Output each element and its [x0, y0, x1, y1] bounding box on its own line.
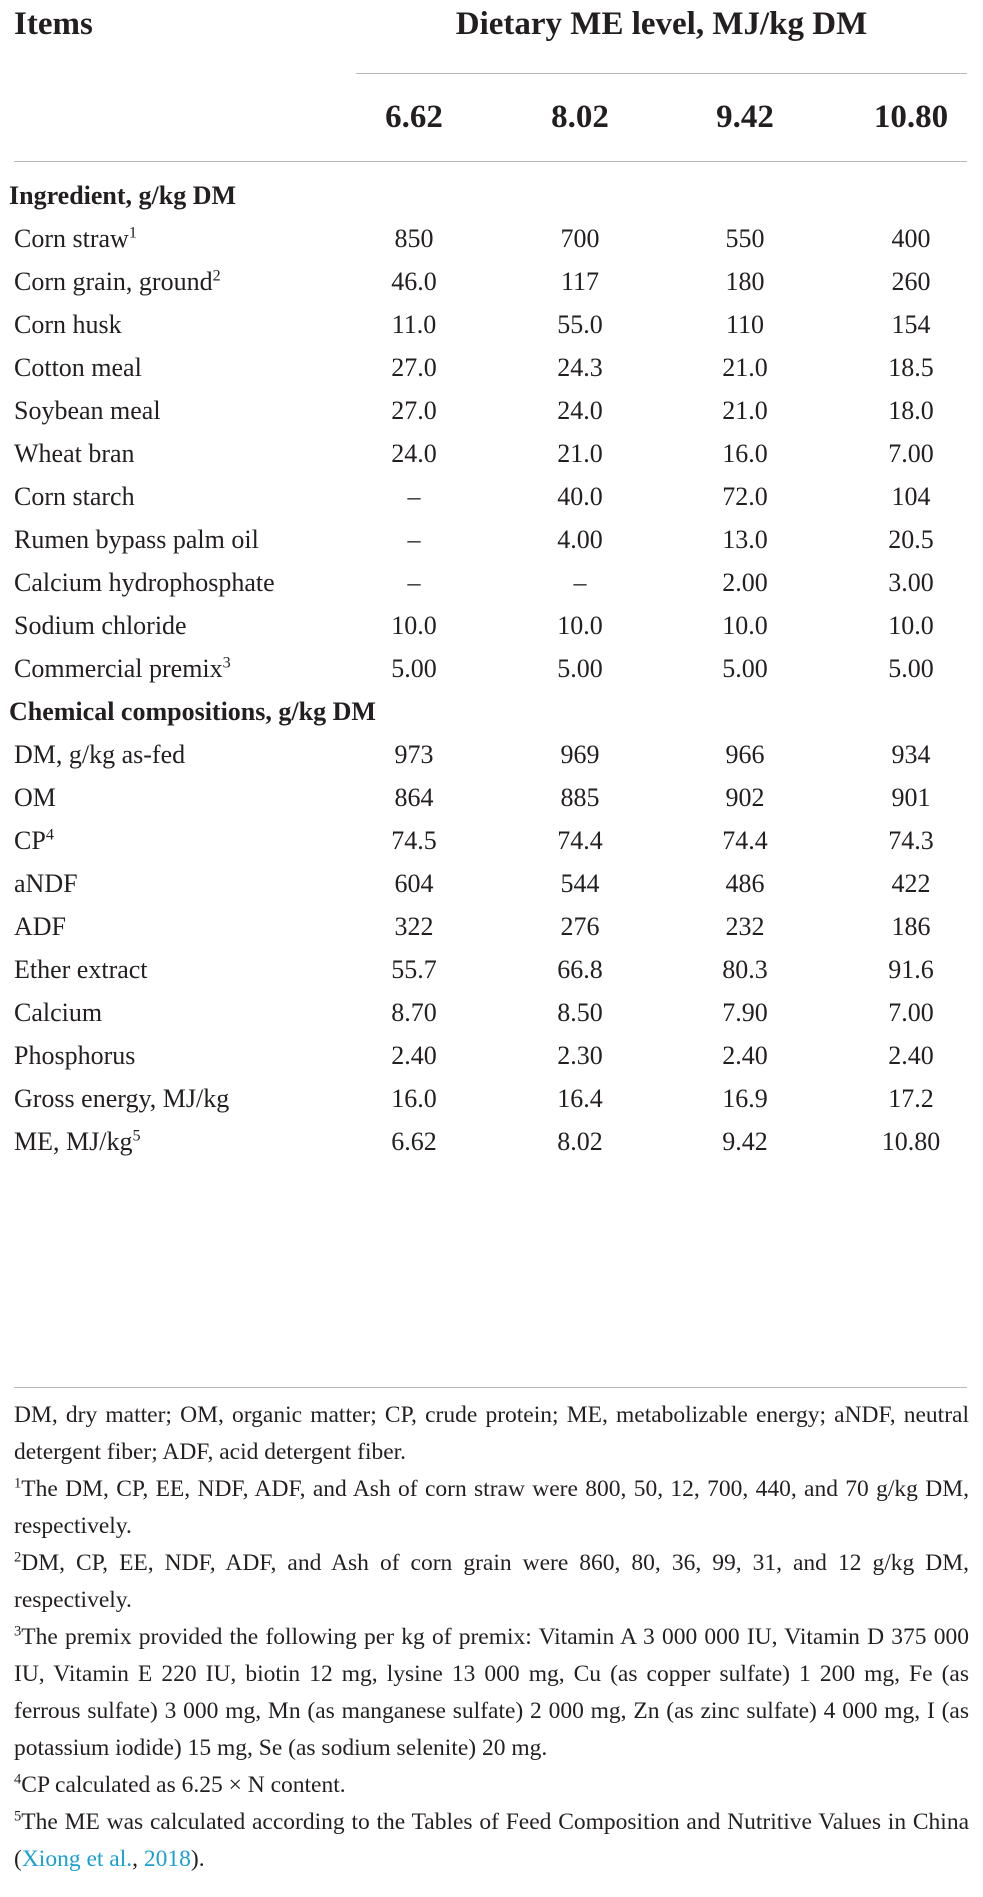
table-cell: 969 — [560, 740, 600, 769]
footnote-5 — [14, 1804, 969, 1878]
table-cell: 80.3 — [722, 955, 768, 984]
row-label-text: Cotton meal — [14, 353, 142, 382]
row-label-text: Ether extract — [14, 955, 148, 984]
table-cell: 91.6 — [888, 955, 934, 984]
table-cell: 6.62 — [391, 1127, 437, 1156]
table-cell: 885 — [560, 783, 600, 812]
table-cell: 5.00 — [722, 654, 768, 683]
table-cell: 11.0 — [391, 310, 437, 339]
table-cell: 18.0 — [888, 396, 934, 425]
table-cell: 700 — [560, 224, 600, 253]
table-cell: 10.0 — [557, 611, 603, 640]
table-cell: 4.00 — [557, 525, 603, 554]
table-cell: 934 — [891, 740, 931, 769]
footnote-text: The premix provided the following per kg of premix: Vitamin A 3 000 000 IU, Vitamin D 375 000 IU, Vitamin E 220 IU, biotin 12 mg, lysine 13 000 mg, Cu (as copper sulfate) 1 200 mg, Fe (as ferrous sulfate) 3 000 mg, Mn (as manganese sulfate) 2 000 mg, Zn (as zinc sulfate) 4 000 mg, I (as potassium iodide) 15 mg, Se (as sodium selenite) 20 mg. — [14, 1624, 969, 1761]
row-label-text: Calcium — [14, 998, 103, 1027]
footnote-3 — [14, 1619, 969, 1767]
table-cell: 180 — [725, 267, 765, 296]
level-header-4: 10.80 — [873, 99, 949, 135]
citation-year-link[interactable]: 2018 — [143, 1846, 191, 1872]
footnote-abbreviations: DM, dry matter; OM, organic matter; CP, crude protein; ME, metabolizable energy; aNDF, neutral detergent fiber; ADF, acid detergent fiber. — [14, 1402, 969, 1465]
table-cell: 8.02 — [557, 1127, 603, 1156]
table-cell: 72.0 — [722, 482, 768, 511]
table-cell: 8.70 — [391, 998, 437, 1027]
table-cell: 55.0 — [557, 310, 603, 339]
table-cell: 2.30 — [557, 1041, 603, 1070]
row-label-text: Wheat bran — [14, 439, 135, 468]
table-cell: 864 — [394, 783, 434, 812]
table-cell: 24.0 — [391, 439, 437, 468]
table-cell: – — [573, 568, 587, 597]
table-cell: 9.42 — [722, 1127, 768, 1156]
table-cell: 24.3 — [557, 353, 603, 382]
table-cell: 74.4 — [722, 826, 768, 855]
table-cell: 2.40 — [888, 1041, 934, 1070]
row-label-text: Gross energy, MJ/kg — [14, 1084, 230, 1113]
level-header-2: 8.02 — [551, 99, 609, 135]
table-cell: 5.00 — [557, 654, 603, 683]
footnote-text: DM, CP, EE, NDF, ADF, and Ash of corn grain were 860, 80, 36, 99, 31, and 12 g/kg DM, respectively. — [14, 1550, 969, 1613]
section-title: Ingredient, g/kg DM — [9, 181, 237, 210]
table-cell: 850 — [394, 224, 434, 253]
items-column-header: Items — [14, 6, 93, 42]
table-cell: 18.5 — [888, 353, 934, 382]
table-cell: 74.5 — [391, 826, 437, 855]
table-row — [0, 1116, 983, 1168]
table-cell: 21.0 — [722, 396, 768, 425]
table-cell: 110 — [725, 310, 765, 339]
footnote-mark: 2 — [14, 1549, 22, 1566]
footnote-mark: 3 — [14, 1623, 22, 1640]
row-label-text: Rumen bypass palm oil — [14, 525, 259, 554]
table-cell: 21.0 — [557, 439, 603, 468]
footnote-mark: 4 — [45, 826, 54, 844]
row-label-text: CP — [14, 826, 46, 855]
table-cell: 7.90 — [722, 998, 768, 1027]
table-cell: 104 — [891, 482, 931, 511]
citation-author-link[interactable]: Xiong et al. — [21, 1846, 133, 1872]
table-cell: – — [407, 482, 421, 511]
row-label-text: ME, MJ/kg — [14, 1127, 133, 1156]
row-label-text: Corn husk — [14, 310, 122, 339]
row-label-text: Sodium chloride — [14, 611, 187, 640]
table-cell: 74.4 — [557, 826, 603, 855]
table-cell: 260 — [891, 267, 931, 296]
dietary-me-level-header: Dietary ME level, MJ/kg DM — [455, 6, 868, 42]
table-cell: 10.0 — [888, 611, 934, 640]
row-label-text: Phosphorus — [14, 1041, 136, 1070]
section-title: Chemical compositions, g/kg DM — [9, 697, 376, 726]
table-cell: 5.00 — [888, 654, 934, 683]
table-cell: 400 — [891, 224, 931, 253]
table-cell: 46.0 — [391, 267, 437, 296]
table-cell: 5.00 — [391, 654, 437, 683]
row-label-text: Calcium hydrophosphate — [14, 568, 275, 597]
table-cell: 322 — [394, 912, 434, 941]
table-cell: 27.0 — [391, 353, 437, 382]
table-cell: 973 — [394, 740, 434, 769]
table-cell: 55.7 — [391, 955, 437, 984]
table-cell: 2.40 — [722, 1041, 768, 1070]
row-label-text: DM, g/kg as-fed — [14, 740, 186, 769]
table-cell: 13.0 — [722, 525, 768, 554]
table-cell: 8.50 — [557, 998, 603, 1027]
table-cell: – — [407, 568, 421, 597]
table-cell: 3.00 — [888, 568, 934, 597]
table-cell: 276 — [560, 912, 600, 941]
row-label-text: Corn starch — [14, 482, 135, 511]
table-cell: 24.0 — [557, 396, 603, 425]
table-cell: 27.0 — [391, 396, 437, 425]
footnote-mark: 5 — [132, 1127, 141, 1145]
table-cell: 902 — [725, 783, 765, 812]
table-cell: 7.00 — [888, 998, 934, 1027]
table-cell: 20.5 — [888, 525, 934, 554]
table-cell: 16.0 — [391, 1084, 437, 1113]
table-cell: 74.3 — [888, 826, 934, 855]
citation-separator: , — [132, 1846, 144, 1872]
row-label-text: Commercial premix — [14, 654, 223, 683]
table-cell: 550 — [725, 224, 765, 253]
table-cell: 16.0 — [722, 439, 768, 468]
row-label-text: Soybean meal — [14, 396, 161, 425]
table-cell: 117 — [560, 267, 600, 296]
row-label-text: Corn straw — [14, 224, 129, 253]
table-cell: 10.80 — [881, 1127, 941, 1156]
header-bottom-rule — [14, 161, 967, 162]
footnote-4 — [14, 1767, 969, 1804]
table-cell: 901 — [891, 783, 931, 812]
table-cell: 2.40 — [391, 1041, 437, 1070]
level-header-1: 6.62 — [385, 99, 443, 135]
table-cell: 17.2 — [888, 1084, 934, 1113]
footnote-text-end: ). — [190, 1846, 205, 1872]
level-header-3: 9.42 — [716, 99, 774, 135]
row-label-text: aNDF — [14, 869, 78, 898]
footnote-text: CP calculated as 6.25 × N content. — [21, 1772, 346, 1798]
footnote-mark: 1 — [14, 1475, 22, 1492]
row-label-text: ADF — [14, 912, 67, 941]
table-cell: 966 — [725, 740, 765, 769]
table-cell: 10.0 — [391, 611, 437, 640]
table-footnotes — [14, 1397, 969, 1878]
table-cell: 21.0 — [722, 353, 768, 382]
row-label — [14, 1116, 141, 1168]
footnote-mark: 5 — [14, 1808, 22, 1825]
footnote-mark: 4 — [14, 1771, 22, 1788]
table-cell: 544 — [560, 869, 600, 898]
footnote-1 — [14, 1471, 969, 1545]
table-cell: 232 — [725, 912, 765, 941]
table-cell: 10.0 — [722, 611, 768, 640]
footnote-text: The DM, CP, EE, NDF, ADF, and Ash of corn straw were 800, 50, 12, 700, 440, and 70 g/kg DM, respectively. — [14, 1476, 969, 1539]
table-cell: 66.8 — [557, 955, 603, 984]
table-cell: 422 — [891, 869, 931, 898]
table-cell: 186 — [891, 912, 931, 941]
table-cell: 16.4 — [557, 1084, 603, 1113]
table-cell: 2.00 — [722, 568, 768, 597]
table-cell: – — [407, 525, 421, 554]
table-cell: 40.0 — [557, 482, 603, 511]
footnote-mark: 2 — [212, 267, 221, 285]
footnote-text: The ME was calculated according to the Tables of Feed Composition and Nutritive Values in China ( — [14, 1809, 969, 1872]
footnote-mark: 3 — [222, 654, 231, 672]
table-cell: 486 — [725, 869, 765, 898]
row-label-text: OM — [14, 783, 56, 812]
footnote-2 — [14, 1545, 969, 1619]
table-cell: 604 — [394, 869, 434, 898]
header-span-rule — [356, 73, 967, 74]
row-label-text: Corn grain, ground — [14, 267, 213, 296]
table-cell: 7.00 — [888, 439, 934, 468]
table-cell: 154 — [891, 310, 931, 339]
footnote-mark: 1 — [128, 224, 137, 242]
table-cell: 16.9 — [722, 1084, 768, 1113]
table-bottom-rule — [14, 1387, 967, 1388]
